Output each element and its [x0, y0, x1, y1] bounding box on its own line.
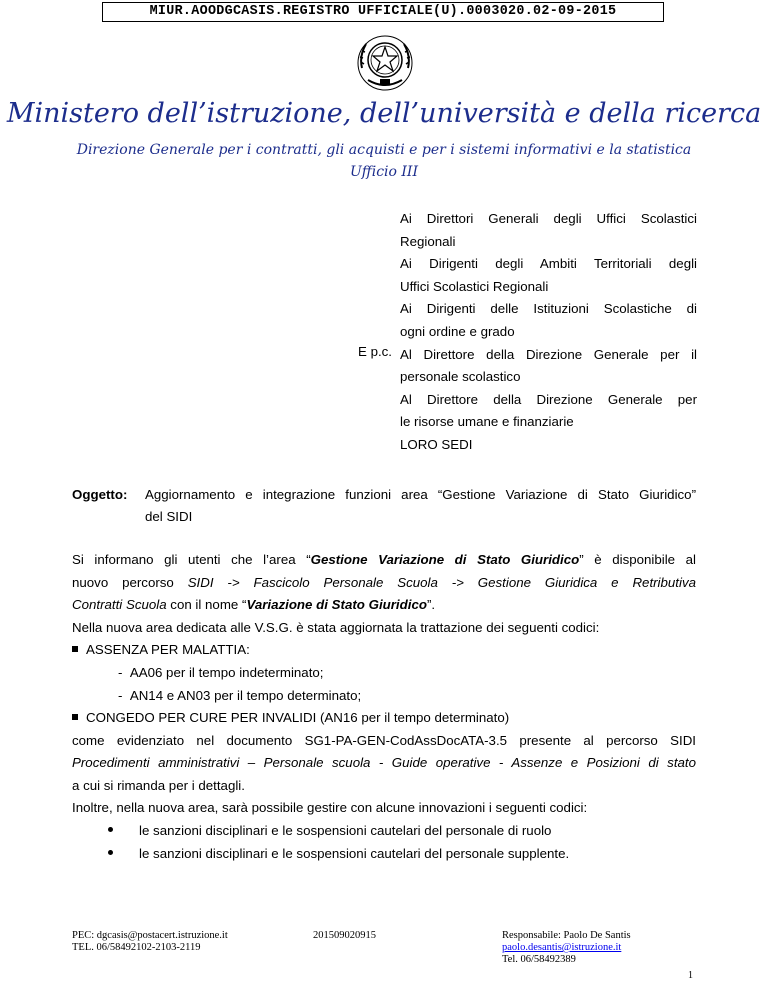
body-paragraph-3: come evidenziato nel documento SG1-PA-GEN-CodAssDocATA-3.5 presente al percorso SIDI [72, 733, 696, 748]
body-paragraph-2: Nella nuova area dedicata alle V.S.G. è stata aggiornata la trattazione dei seguenti codici: [72, 620, 600, 635]
protocol-stamp: MIUR.AOODGCASIS.REGISTRO UFFICIALE(U).0003020.02-09-2015 [102, 2, 664, 22]
footer-pec: PEC: dgcasis@postacert.istruzione.it [72, 930, 228, 941]
footer-responsabile-name: Responsabile: Paolo De Santis [502, 930, 631, 941]
recipient-line: personale scolastico [400, 369, 521, 385]
recipients-block [400, 208, 697, 457]
recipient-line: ogni ordine e grado [400, 323, 515, 339]
bullet-square-icon [72, 714, 78, 720]
bullet-dot-icon [108, 850, 113, 855]
recipient-line: Ai Dirigenti delle Istituzioni Scolastiche di [400, 301, 697, 317]
list-item: le sanzioni disciplinari e le sospensioni cautelari del personale di ruolo [108, 823, 551, 838]
footer-tel-resp: Tel. 06/58492389 [502, 954, 576, 965]
body-paragraph-3-line3: a cui si rimanda per i dettagli. [72, 778, 245, 793]
body-paragraph-1: Si informano gli utenti che l’area “Gestione Variazione di Stato Giuridico” è disponibile al [72, 552, 696, 567]
footer-code: 201509020915 [313, 930, 376, 941]
bullet-dot-icon [108, 827, 113, 832]
oggetto-text: Aggiornamento e integrazione funzioni area “Gestione Variazione di Stato Giuridico” [145, 487, 696, 502]
body-paragraph-4: Inoltre, nella nuova area, sarà possibile gestire con alcune innovazioni i seguenti codici: [72, 800, 588, 815]
page-number: 1 [688, 970, 693, 981]
recipient-line: Ai Dirigenti degli Ambiti Territoriali degli [400, 256, 697, 272]
list-item: le sanzioni disciplinari e le sospensioni cautelari del personale supplente. [108, 846, 569, 861]
footer-tel: TEL. 06/58492102-2103-2119 [72, 942, 201, 953]
recipient-line: Ai Direttori Generali degli Uffici Scolastici [400, 211, 697, 226]
recipient-line: Al Direttore della Direzione Generale per il [400, 346, 697, 362]
ep-prefix: E p.c. [358, 344, 392, 359]
ufficio-label: Ufficio III [350, 164, 418, 180]
body-paragraph-1-line3: Contratti Scuola con il nome “Variazione di Stato Giuridico”. [72, 597, 436, 612]
footer-email-link[interactable]: paolo.desantis@istruzione.it [502, 942, 622, 953]
footer-contacts [72, 930, 228, 954]
direzione-subtitle: Direzione Generale per i contratti, gli acquisti e per i sistemi informativi e la statistica [76, 142, 692, 158]
list-item: - AA06 per il tempo indeterminato; [118, 665, 324, 680]
list-item: ASSENZA PER MALATTIA: [72, 642, 696, 657]
body-paragraph-3-line2: Procedimenti amministrativi – Personale scuola - Guide operative - Assenze e Posizioni di stato [72, 755, 696, 770]
recipient-line: LORO SEDI [400, 436, 473, 452]
oggetto-label: Oggetto: [72, 487, 128, 502]
list-item: - AN14 e AN03 per il tempo determinato; [118, 688, 362, 703]
recipient-line: le risorse umane e finanziarie [400, 414, 574, 430]
footer-responsabile [502, 930, 631, 966]
recipient-line: Uffici Scolastici Regionali [400, 278, 549, 294]
recipient-line: Regionali [400, 233, 456, 249]
body-paragraph-1-line2: nuovo percorso SIDI -> Fascicolo Personale Scuola -> Gestione Giuridica e Retributiva [72, 575, 696, 590]
republic-emblem-icon [356, 34, 414, 92]
oggetto-text-cont: del SIDI [145, 509, 193, 524]
list-item: CONGEDO PER CURE PER INVALIDI (AN16 per il tempo determinato) [72, 710, 696, 725]
bullet-square-icon [72, 646, 78, 652]
recipient-line: Al Direttore della Direzione Generale per [400, 391, 697, 407]
ministry-title: Ministero dell’istruzione, dell’università e della ricerca [6, 98, 762, 129]
